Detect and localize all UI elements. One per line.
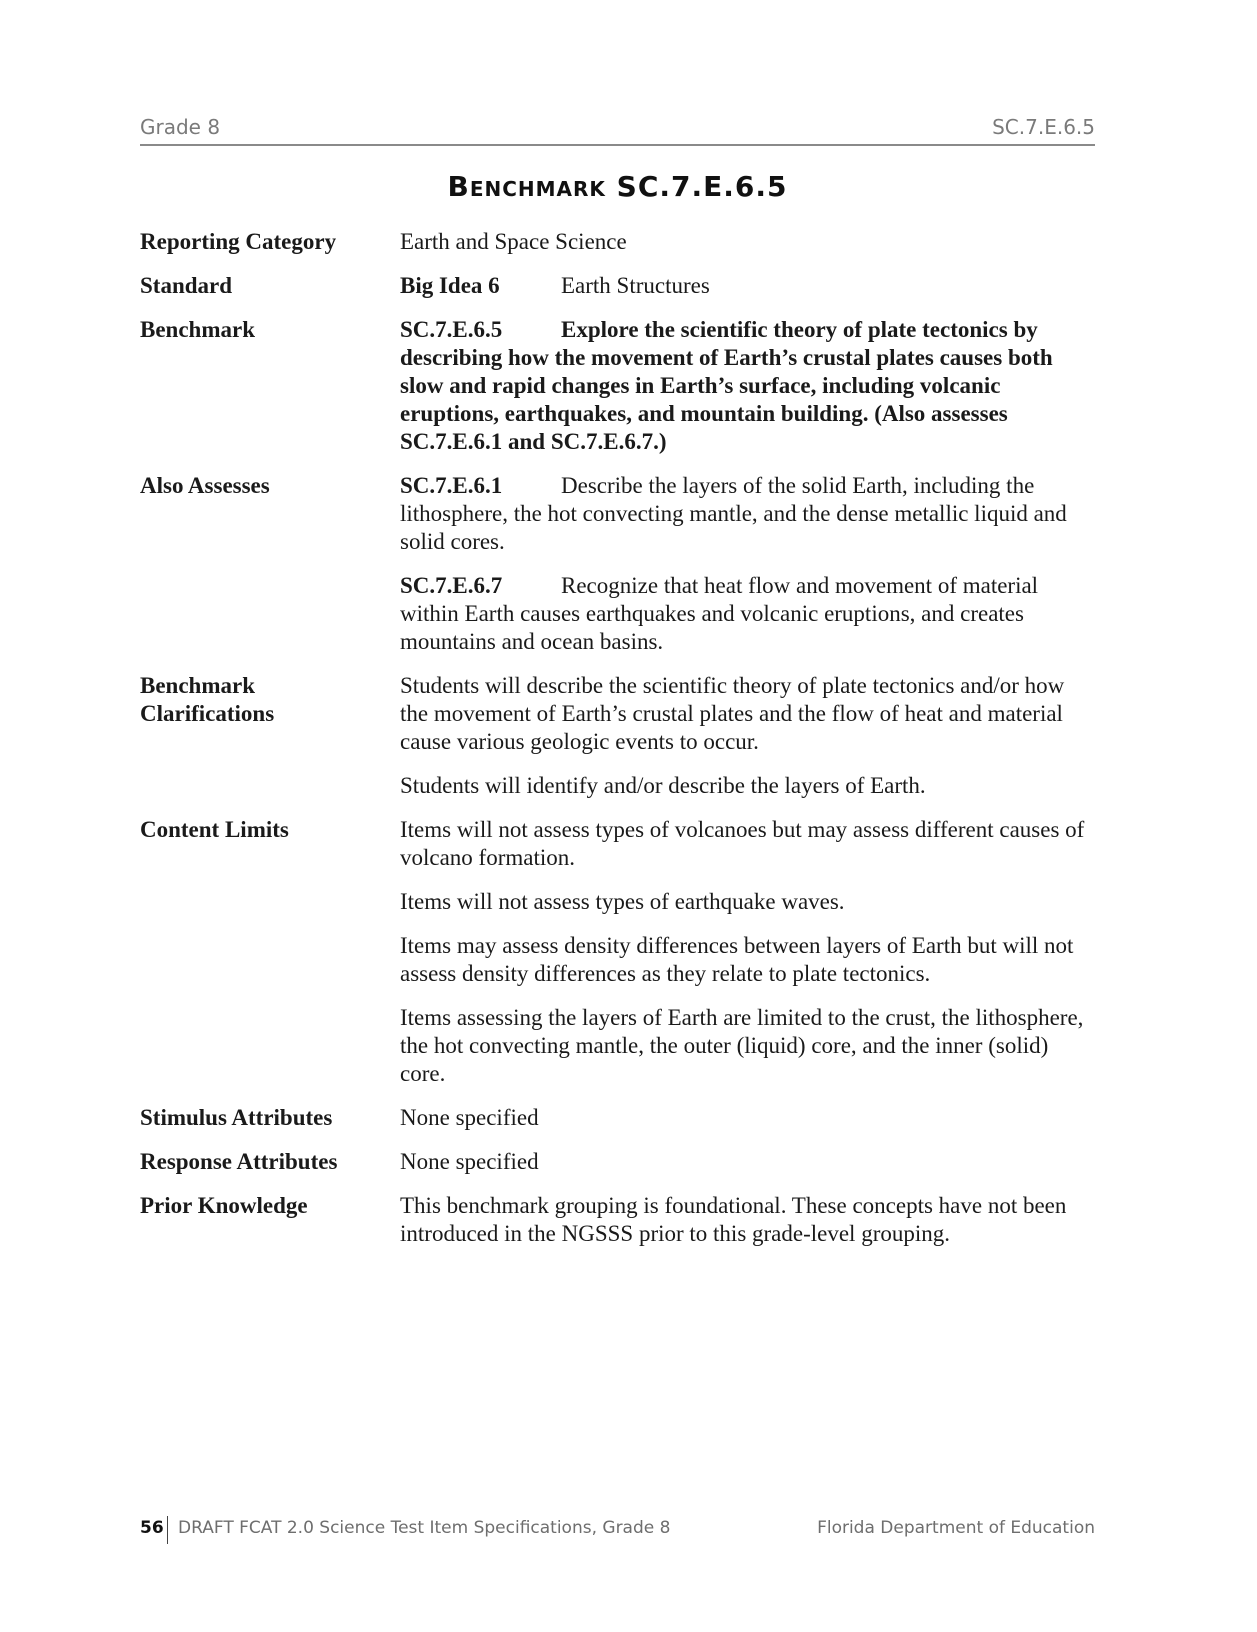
row-prior-knowledge: [140, 1192, 1095, 1248]
row-label-line: Benchmark: [140, 673, 255, 698]
header-grade: Grade 8: [140, 115, 221, 139]
content-limit-paragraph: Items will not assess types of earthquake waves.: [400, 889, 845, 914]
specification-table: [140, 228, 1095, 1264]
also-assesses-code: SC.7.E.6.1: [400, 473, 503, 498]
also-assesses-text: Recognize that heat flow and movement of material within Earth causes earthquakes and volcanic eruptions, and creates mountains and ocean basins.: [400, 573, 1039, 654]
benchmark-text: Explore the scientific theory of plate tectonics by describing how the movement of Earth’s crustal plates causes both slow and rapid changes in Earth’s surface, including volcanic eruptions, earthquakes, and mountain building. (Also assesses SC.7.E.6.1 and SC.7.E.6.7.): [400, 317, 1053, 454]
footer-divider: [167, 1516, 168, 1544]
clarification-paragraph: Students will identify and/or describe the layers of Earth.: [400, 773, 926, 798]
row-value: Earth and Space Science: [400, 229, 627, 254]
row-label: Reporting Category: [140, 229, 337, 254]
row-value: [400, 472, 1095, 656]
running-header: [140, 114, 1095, 146]
row-clarifications: [140, 672, 1095, 800]
header-benchmark-code: SC.7.E.6.5: [992, 115, 1095, 139]
row-value: This benchmark grouping is foundational. These concepts have not been introduced in the NGSSS prior to this grade-level grouping.: [400, 1193, 1067, 1246]
content-limit-paragraph: Items assessing the layers of Earth are limited to the crust, the lithosphere, the hot convecting mantle, the outer (liquid) core, and the inner (solid) core.: [400, 1005, 1084, 1086]
standard-text: Earth Structures: [561, 273, 710, 298]
row-standard: [140, 272, 1095, 300]
row-value: None specified: [400, 1105, 539, 1130]
row-benchmark: [140, 316, 1095, 456]
clarification-paragraph: Students will describe the scientific theory of plate tectonics and/or how the movement of Earth’s crustal plates and the flow of heat and material cause various geologic events to occur.: [400, 673, 1065, 754]
row-label: Prior Knowledge: [140, 1193, 308, 1218]
row-label: Standard: [140, 273, 233, 298]
footer-document-title: DRAFT FCAT 2.0 Science Test Item Specifications, Grade 8: [178, 1518, 671, 1538]
row-label: Stimulus Attributes: [140, 1105, 333, 1130]
page-number: 56: [140, 1518, 164, 1538]
row-value: [400, 672, 1095, 800]
row-also-assesses: [140, 472, 1095, 656]
title-code: SC.7.E.6.5: [616, 170, 788, 203]
page-footer: [140, 1516, 1095, 1546]
row-value: [400, 272, 1095, 300]
content-limit-paragraph: Items will not assess types of volcanoes but may assess different causes of volcano formation.: [400, 817, 1085, 870]
row-label: [140, 672, 400, 800]
benchmark-code: SC.7.E.6.5: [400, 317, 503, 342]
row-value: None specified: [400, 1149, 539, 1174]
footer-organization: Florida Department of Education: [817, 1518, 1095, 1538]
row-value: [400, 816, 1095, 1088]
row-response-attributes: [140, 1148, 1095, 1176]
standard-code: Big Idea 6: [400, 273, 500, 298]
row-stimulus-attributes: [140, 1104, 1095, 1132]
also-assesses-item: [400, 572, 1095, 656]
row-label: Content Limits: [140, 817, 289, 842]
title-prefix: Benchmark: [447, 170, 606, 203]
also-assesses-code: SC.7.E.6.7: [400, 573, 503, 598]
also-assesses-text: Describe the layers of the solid Earth, including the lithosphere, the hot convecting mantle, and the dense metallic liquid and solid cores.: [400, 473, 1067, 554]
row-reporting-category: [140, 228, 1095, 256]
row-label: Also Assesses: [140, 473, 270, 498]
row-content-limits: [140, 816, 1095, 1088]
row-label: Response Attributes: [140, 1149, 338, 1174]
row-label-line: Clarifications: [140, 701, 275, 726]
also-assesses-item: [400, 472, 1095, 556]
page-title: [140, 170, 1095, 203]
row-value: [400, 316, 1095, 456]
content-limit-paragraph: Items may assess density differences between layers of Earth but will not assess density differences as they relate to plate tectonics.: [400, 933, 1074, 986]
row-label: Benchmark: [140, 317, 255, 342]
